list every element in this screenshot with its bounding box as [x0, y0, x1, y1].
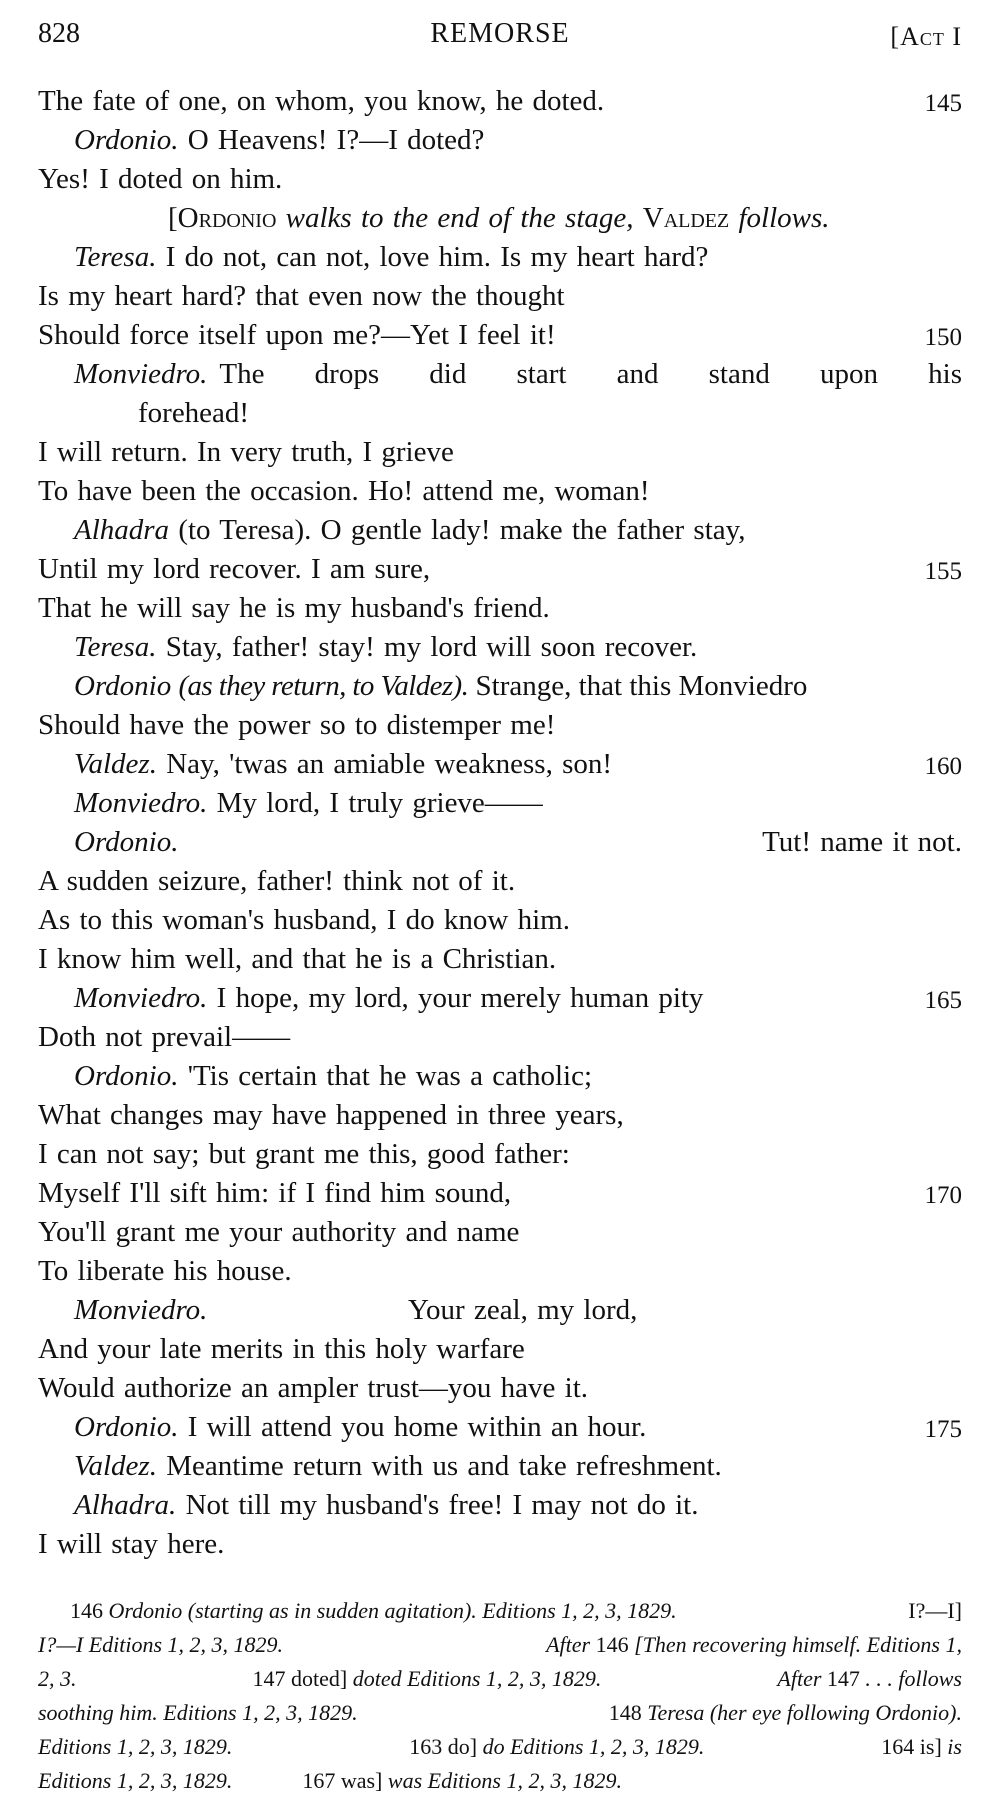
verse-line: Monviedro. I hope, my lord, your merely human pity 165: [38, 979, 962, 1018]
verse-line: You'll grant me your authority and name: [38, 1216, 520, 1248]
verse-line: Should force itself upon me?—Yet I feel it! 150: [38, 316, 962, 355]
note-line: 2, 3. 147 doted] doted Editions 1, 2, 3, 1829. After 147 . . . follows: [38, 1666, 962, 1691]
line-number: 150: [924, 324, 962, 351]
speaker-name: Ordonio: [74, 670, 172, 702]
verse-line: Valdez. Nay, 'twas an amiable weakness, son! 160: [38, 745, 962, 784]
verse-line: Ordonio (as they return, to Valdez). Strange, that this Monviedro: [74, 670, 808, 702]
verse-line: Monviedro. My lord, I truly grieve——: [74, 787, 543, 819]
play-text: [38, 82, 962, 1564]
verse-line: Ordonio. 'Tis certain that he was a catholic;: [74, 1060, 593, 1092]
note-line: Editions 1, 2, 3, 1829. 163 do] do Editions 1, 2, 3, 1829. 164 is] is: [38, 1734, 962, 1759]
act-label: [Act I: [890, 22, 962, 51]
note-line: I?—I Editions 1, 2, 3, 1829. After 146 [Then recovering himself. Editions 1,: [38, 1632, 962, 1657]
verse-line: The fate of one, on whom, you know, he doted. 145: [38, 82, 962, 121]
verse-line: Teresa. I do not, can not, love him. Is my heart hard?: [74, 241, 709, 273]
verse-line: Is my heart hard? that even now the thought: [38, 280, 565, 312]
verse-line: And your late merits in this holy warfare: [38, 1333, 525, 1365]
line-number: 145: [924, 90, 962, 117]
verse-line: Ordonio. I will attend you home within an hour. 175: [38, 1408, 962, 1447]
speaker-name: Monviedro.: [74, 982, 208, 1014]
verse-line: A sudden seizure, father! think not of it.: [38, 865, 516, 897]
verse-line: Monviedro. Your zeal, my lord,: [74, 1294, 638, 1326]
line-number: 155: [924, 558, 962, 585]
speaker-name: Teresa.: [74, 631, 157, 663]
stage-direction: [Ordonio walks to the end of the stage, Valdez follows.: [168, 202, 830, 234]
verse-line: Should have the power so to distemper me!: [38, 709, 556, 741]
note-line: 146 Ordonio (starting as in sudden agitation). Editions 1, 2, 3, 1829. I?—I]: [70, 1598, 962, 1623]
textual-notes: [38, 1594, 962, 1798]
verse-line: I can not say; but grant me this, good father:: [38, 1138, 570, 1170]
verse-line: What changes may have happened in three years,: [38, 1099, 624, 1131]
verse-line: That he will say he is my husband's friend.: [38, 592, 550, 624]
verse-line: Monviedro. The drops did start and stand upon his: [38, 355, 962, 394]
verse-line: Would authorize an ampler trust—you have it.: [38, 1372, 589, 1404]
speaker-name: Valdez.: [74, 1450, 157, 1482]
note-line: soothing him. Editions 1, 2, 3, 1829. 148 Teresa (her eye following Ordonio).: [38, 1700, 962, 1725]
verse-line: As to this woman's husband, I do know him.: [38, 904, 570, 936]
running-title: REMORSE: [430, 18, 570, 49]
page-number: 828: [38, 18, 80, 49]
verse-line: Alhadra. Not till my husband's free! I may not do it.: [74, 1489, 699, 1521]
verse-line: Ordonio. Tut! name it not.: [74, 826, 962, 858]
note-line: Editions 1, 2, 3, 1829. 167 was] was Editions 1, 2, 3, 1829.: [38, 1768, 622, 1793]
verse-line: I know him well, and that he is a Christian.: [38, 943, 557, 975]
verse-line: forehead!: [138, 397, 250, 429]
verse-line: Yes! I doted on him.: [38, 163, 283, 195]
speaker-name: Alhadra: [74, 514, 170, 546]
verse-line: Until my lord recover. I am sure, 155: [38, 550, 962, 589]
line-number: 175: [924, 1416, 962, 1443]
verse-line: To liberate his house.: [38, 1255, 292, 1287]
verse-line: I will return. In very truth, I grieve: [38, 436, 454, 468]
speaker-name: Monviedro.: [74, 787, 208, 819]
verse-line: To have been the occasion. Ho! attend me, woman!: [38, 475, 650, 507]
speaker-name: Monviedro.: [74, 1294, 208, 1326]
speaker-name: Ordonio.: [74, 1411, 179, 1443]
speaker-name: Monviedro.: [74, 358, 208, 390]
speaker-name: Alhadra.: [74, 1489, 177, 1521]
speaker-name: Ordonio.: [74, 1060, 179, 1092]
verse-line: Valdez. Meantime return with us and take refreshment.: [74, 1450, 722, 1482]
verse-line: Ordonio. O Heavens! I?—I doted?: [74, 124, 485, 156]
speaker-name: Ordonio.: [74, 124, 179, 156]
running-header: [38, 18, 962, 58]
line-number: 160: [924, 753, 962, 780]
verse-line: Doth not prevail——: [38, 1021, 291, 1053]
verse-line: Myself I'll sift him: if I find him sound, 170: [38, 1174, 962, 1213]
speaker-name: Valdez.: [74, 748, 157, 780]
verse-line: I will stay here.: [38, 1528, 225, 1560]
line-number: 170: [924, 1182, 962, 1209]
verse-line: Teresa. Stay, father! stay! my lord will soon recover.: [74, 631, 698, 663]
speaker-name: Ordonio.: [74, 826, 179, 858]
speaker-name: Teresa.: [74, 241, 157, 273]
verse-line: Alhadra (to Teresa). O gentle lady! make the father stay,: [74, 514, 746, 546]
line-number: 165: [924, 987, 962, 1014]
